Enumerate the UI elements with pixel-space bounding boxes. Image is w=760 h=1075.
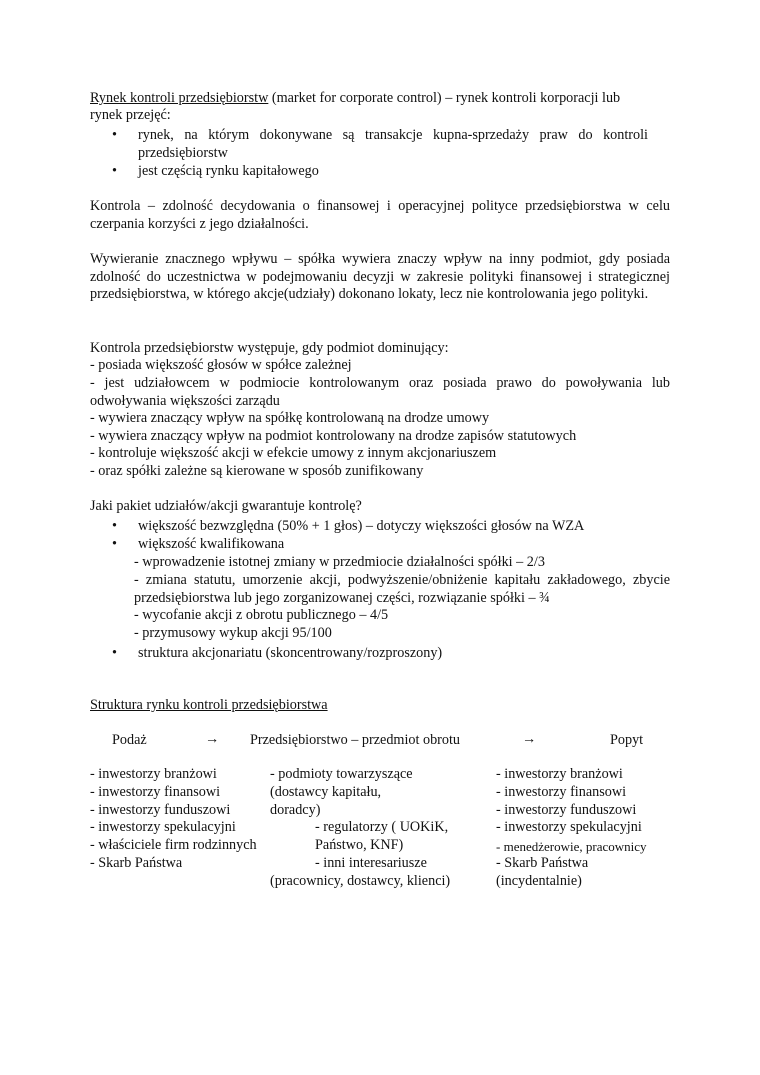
object-item: doradcy) <box>270 802 321 818</box>
bullet-icon: • <box>112 536 117 552</box>
bullet-icon: • <box>112 645 117 661</box>
condition-item: - wywiera znaczący wpływ na podmiot kontrolowany na drodze zapisów statutowych <box>90 428 577 444</box>
arrow-icon: → <box>205 731 220 747</box>
market-term: Rynek kontroli przedsiębiorstw <box>90 90 269 106</box>
demand-item: - Skarb Państwa <box>496 855 589 871</box>
header-object: Przedsiębiorstwo – przedmiot obrotu <box>250 732 461 748</box>
demand-item: - inwestorzy finansowi <box>496 784 627 800</box>
supply-item: - właściciele firm rodzinnych <box>90 837 257 853</box>
condition-item: - jest udziałowcem w podmiocie kontrolowanym oraz posiada prawo do powoływania lub odwoływania większości zarządu <box>90 375 670 409</box>
object-item: Państwo, KNF) <box>315 837 404 853</box>
bullet-icon: • <box>112 163 117 179</box>
bullet-text: jest częścią rynku kapitałowego <box>138 163 319 179</box>
condition-item: - kontroluje większość akcji w efekcie umowy z innym akcjonariuszem <box>90 445 497 461</box>
condition-item: - oraz spółki zależne są kierowane w sposób zunifikowany <box>90 463 424 479</box>
sub-item: - wycofanie akcji z obrotu publicznego – 4/5 <box>134 607 389 623</box>
bullet-icon: • <box>112 127 117 143</box>
market-def-line1: (market for corporate control) – rynek kontroli korporacji lub <box>268 90 621 106</box>
market-definition <box>90 90 670 108</box>
object-item: - regulatorzy ( UOKiK, <box>315 819 449 835</box>
header-supply: Podaż <box>112 732 147 748</box>
object-item: (pracownicy, dostawcy, klienci) <box>270 873 451 889</box>
demand-item: - inwestorzy funduszowi <box>496 802 637 818</box>
structure-title: Struktura rynku kontroli przedsiębiorstwa <box>90 697 328 713</box>
bullet-text: większość kwalifikowana <box>138 536 285 552</box>
bullet-text: struktura akcjonariatu (skoncentrowany/rozproszony) <box>138 645 443 661</box>
object-item: - podmioty towarzyszące <box>270 766 413 782</box>
sub-item: - wprowadzenie istotnej zmiany w przedmiocie działalności spółki – 2/3 <box>134 554 545 570</box>
sub-item: - przymusowy wykup akcji 95/100 <box>134 625 332 641</box>
market-def-line2: rynek przejęć: <box>90 107 171 123</box>
control-definition: Kontrola – zdolność decydowania o finansowej i operacyjnej polityce przedsiębiorstwa w celu czerpania korzyści z jego działalności. <box>90 198 670 232</box>
sub-item: - zmiana statutu, umorzenie akcji, podwyższenie/obniżenie kapitału zakładowego, zbycie przedsiębiorstwa lub jego zorganizowanej części, rozwiązanie spółki – ¾ <box>134 572 670 606</box>
bullet-icon: • <box>112 518 117 534</box>
supply-item: - inwestorzy branżowi <box>90 766 217 782</box>
significant-influence-definition: Wywieranie znacznego wpływu – spółka wywiera znaczy wpływ na inny podmiot, gdy posiada zdolność do uczestnictwa w podejmowaniu decyzji w zakresie polityki finansowej i strategicznej przedsiębiorstwa, w którego akcje(udziały) dokonano lokaty, lecz nie kontrolowania jego polityki. <box>90 251 670 303</box>
bullet-text: rynek, na którym dokonywane są transakcje kupna-sprzedaży praw do kontroli przedsiębiorstw <box>138 127 648 161</box>
supply-item: - inwestorzy finansowi <box>90 784 221 800</box>
object-item: (dostawcy kapitału, <box>270 784 382 800</box>
control-conditions-intro: Kontrola przedsiębiorstw występuje, gdy podmiot dominujący: <box>90 340 449 356</box>
demand-item: (incydentalnie) <box>496 873 582 889</box>
header-demand: Popyt <box>610 732 644 748</box>
supply-item: - Skarb Państwa <box>90 855 183 871</box>
demand-item: - inwestorzy branżowi <box>496 766 623 782</box>
demand-item: - menedżerowie, pracownicy <box>496 839 647 854</box>
object-item: - inni interesariusze <box>315 855 427 871</box>
condition-item: - posiada większość głosów w spółce zależnej <box>90 357 352 373</box>
demand-item: - inwestorzy spekulacyjni <box>496 819 642 835</box>
bullet-text: większość bezwzględna (50% + 1 głos) – dotyczy większości głosów na WZA <box>138 518 585 534</box>
arrow-icon: → <box>522 731 537 747</box>
supply-item: - inwestorzy spekulacyjni <box>90 819 236 835</box>
supply-item: - inwestorzy funduszowi <box>90 802 231 818</box>
condition-item: - wywiera znaczący wpływ na spółkę kontrolowaną na drodze umowy <box>90 410 490 426</box>
control-package-question: Jaki pakiet udziałów/akcji gwarantuje kontrolę? <box>90 498 362 514</box>
